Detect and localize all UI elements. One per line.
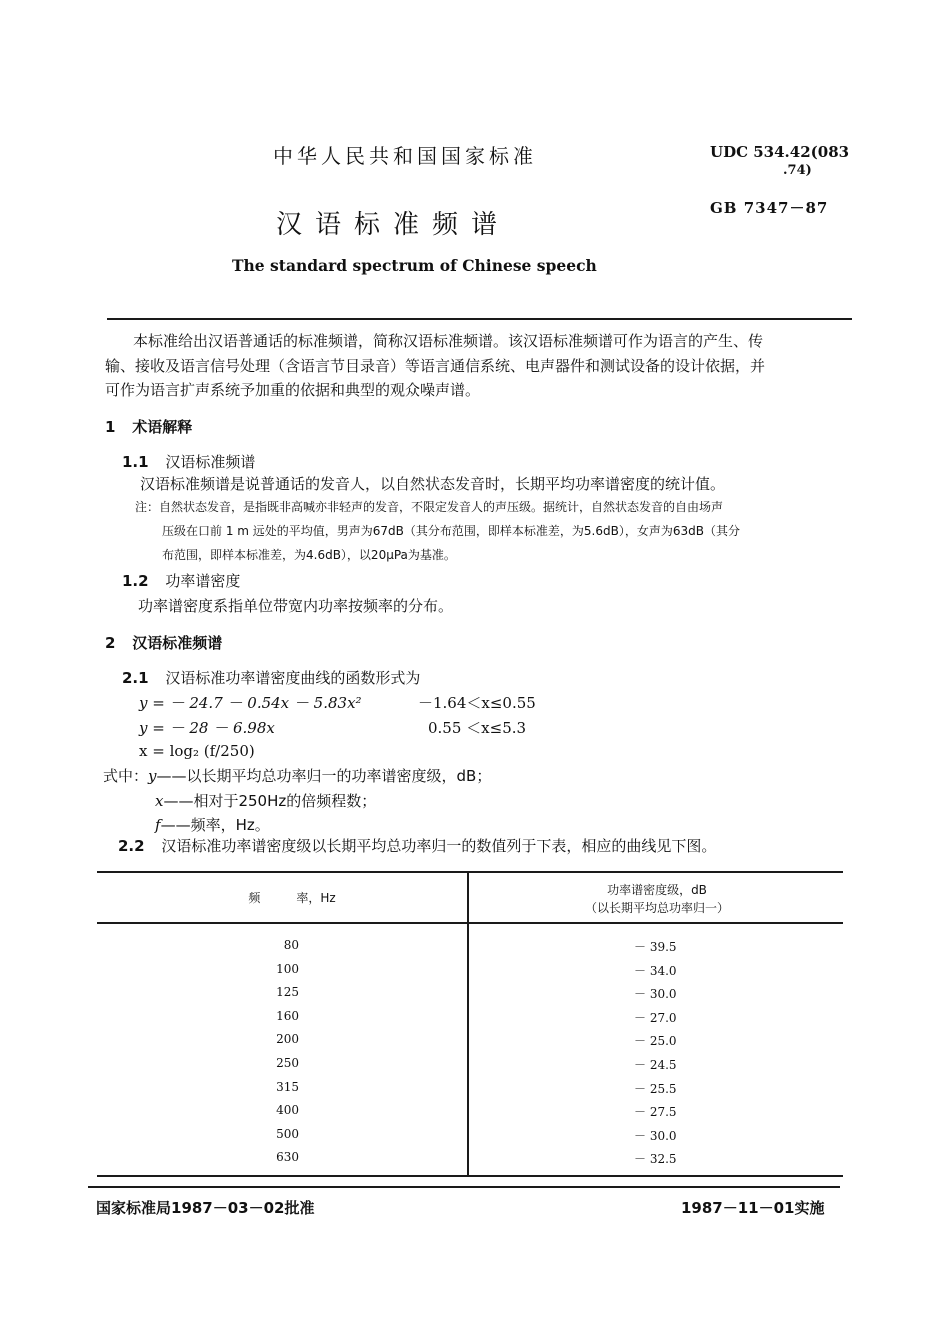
gb-standard-number: GB 7347－87 bbox=[710, 199, 829, 217]
udc-code: UDC 534.42(083 bbox=[710, 143, 850, 161]
section-text: 汉语标准功率谱密度级以长期平均总功率归一的数值列于下表，相应的曲线见下图。 bbox=[161, 837, 717, 855]
table-bottom-border bbox=[97, 1175, 843, 1177]
section-1-heading bbox=[105, 417, 192, 437]
section-1-1-text: 汉语标准频谱是说普通话的发音人，以自然状态发音时，长期平均功率谱密度的统计值。 bbox=[140, 475, 726, 493]
note-line-3: 布范围，即样本标准差，为4.6dB），以20μPa为基准。 bbox=[162, 548, 456, 562]
cell-level: － 34.0 bbox=[634, 964, 677, 978]
section-number: 1 bbox=[105, 418, 116, 436]
cell-frequency: 500 bbox=[276, 1127, 299, 1141]
symbol-x: x bbox=[155, 792, 164, 810]
section-title: 汉语标准频谱 bbox=[132, 634, 223, 652]
spectrum-table bbox=[97, 871, 843, 1176]
cell-frequency: 80 bbox=[283, 938, 299, 952]
definition-f bbox=[155, 815, 270, 835]
effective-date: 1987－11－01实施 bbox=[681, 1199, 825, 1217]
udc-code-continuation: .74) bbox=[783, 163, 812, 178]
intro-line-3: 可作为语言扩声系统予加重的依据和典型的观众噪声谱。 bbox=[105, 381, 481, 399]
formula-2: y = － 28 － 6.98x bbox=[139, 719, 275, 737]
section-1-2-text: 功率谱密度系指单位带宽内功率按频率的分布。 bbox=[138, 597, 454, 615]
section-2-2-paragraph bbox=[118, 836, 716, 856]
note-line-1: 注：自然状态发音，是指既非高喊亦非轻声的发音，不限定发音人的声压级。据统计，自然状态发音的自由场声 bbox=[135, 500, 724, 514]
section-title: 汉语标准功率谱密度曲线的函数形式为 bbox=[165, 669, 421, 687]
definition-text: ——频率，Hz。 bbox=[160, 816, 270, 834]
section-2-1-heading bbox=[122, 668, 420, 688]
table-header-border bbox=[97, 922, 843, 924]
section-2-heading bbox=[105, 633, 222, 653]
where-label: 式中： bbox=[103, 767, 149, 785]
cell-level: － 25.0 bbox=[634, 1034, 677, 1048]
section-title: 功率谱密度 bbox=[165, 572, 241, 590]
cell-level: － 39.5 bbox=[634, 940, 677, 954]
table-column-divider bbox=[467, 871, 469, 1177]
formula-1-range: －1.64＜x≤0.55 bbox=[418, 694, 536, 712]
cell-frequency: 315 bbox=[276, 1080, 299, 1094]
document-title-en: The standard spectrum of Chinese speech bbox=[232, 256, 597, 275]
section-number: 2 bbox=[105, 634, 116, 652]
section-1-1-heading bbox=[122, 452, 255, 472]
column-header-level-line2: （以长期平均总功率归一） bbox=[584, 901, 729, 915]
cell-level: － 27.0 bbox=[634, 1011, 677, 1025]
cell-frequency: 400 bbox=[276, 1103, 299, 1117]
section-number: 2.1 bbox=[122, 669, 149, 687]
cell-level: － 30.0 bbox=[634, 987, 677, 1001]
intro-line-1: 本标准给出汉语普通话的标准频谱，简称汉语标准频谱。该汉语标准频谱可作为语言的产生、传 bbox=[133, 332, 764, 350]
column-header-level-line1: 功率谱密度级，dB bbox=[607, 883, 707, 897]
section-number: 1.1 bbox=[122, 453, 149, 471]
cell-level: － 30.0 bbox=[634, 1129, 677, 1143]
cell-frequency: 250 bbox=[276, 1056, 299, 1070]
section-title: 术语解释 bbox=[132, 418, 193, 436]
definition-text: ——相对于250Hz的倍频程数； bbox=[163, 792, 377, 810]
symbol-y: y bbox=[148, 767, 157, 785]
cell-frequency: 200 bbox=[276, 1032, 299, 1046]
section-number: 2.2 bbox=[118, 837, 145, 855]
cell-frequency: 630 bbox=[276, 1150, 299, 1164]
cell-frequency: 125 bbox=[276, 985, 299, 999]
definition-x bbox=[155, 791, 376, 811]
header-divider bbox=[107, 318, 852, 320]
formula-3: x = log₂ (f/250) bbox=[139, 742, 255, 760]
approval-date: 国家标准局1987－03－02批准 bbox=[96, 1199, 315, 1217]
intro-line-2: 输、接收及语言信号处理（含语言节目录音）等语言通信系统、电声器件和测试设备的设计依据，并 bbox=[105, 357, 766, 375]
column-header-frequency: 频 率，Hz bbox=[248, 891, 336, 905]
table-top-border bbox=[97, 871, 843, 873]
cell-level: － 32.5 bbox=[634, 1152, 677, 1166]
footer-divider bbox=[88, 1186, 840, 1188]
section-1-2-heading bbox=[122, 571, 240, 591]
cell-frequency: 100 bbox=[276, 962, 299, 976]
section-number: 1.2 bbox=[122, 572, 149, 590]
cell-level: － 24.5 bbox=[634, 1058, 677, 1072]
formula-1: y = － 24.7 － 0.54x － 5.83x² bbox=[139, 694, 362, 712]
definition-y bbox=[103, 766, 491, 786]
definition-text: ——以长期平均总功率归一的功率谱密度级，dB； bbox=[156, 767, 492, 785]
cell-frequency: 160 bbox=[276, 1009, 299, 1023]
note-line-2: 压级在口前 1 m 远处的平均值，男声为67dB（其分布范围，即样本标准差，为5.6dB），女声为63dB（其分 bbox=[162, 524, 740, 538]
cell-level: － 25.5 bbox=[634, 1082, 677, 1096]
symbol-f: f bbox=[155, 816, 161, 834]
national-standard-label: 中华人民共和国国家标准 bbox=[273, 144, 537, 168]
document-title-cn: 汉语标准频谱 bbox=[276, 210, 511, 240]
formula-2-range: 0.55 ＜x≤5.3 bbox=[428, 719, 527, 737]
section-title: 汉语标准频谱 bbox=[165, 453, 256, 471]
cell-level: － 27.5 bbox=[634, 1105, 677, 1119]
